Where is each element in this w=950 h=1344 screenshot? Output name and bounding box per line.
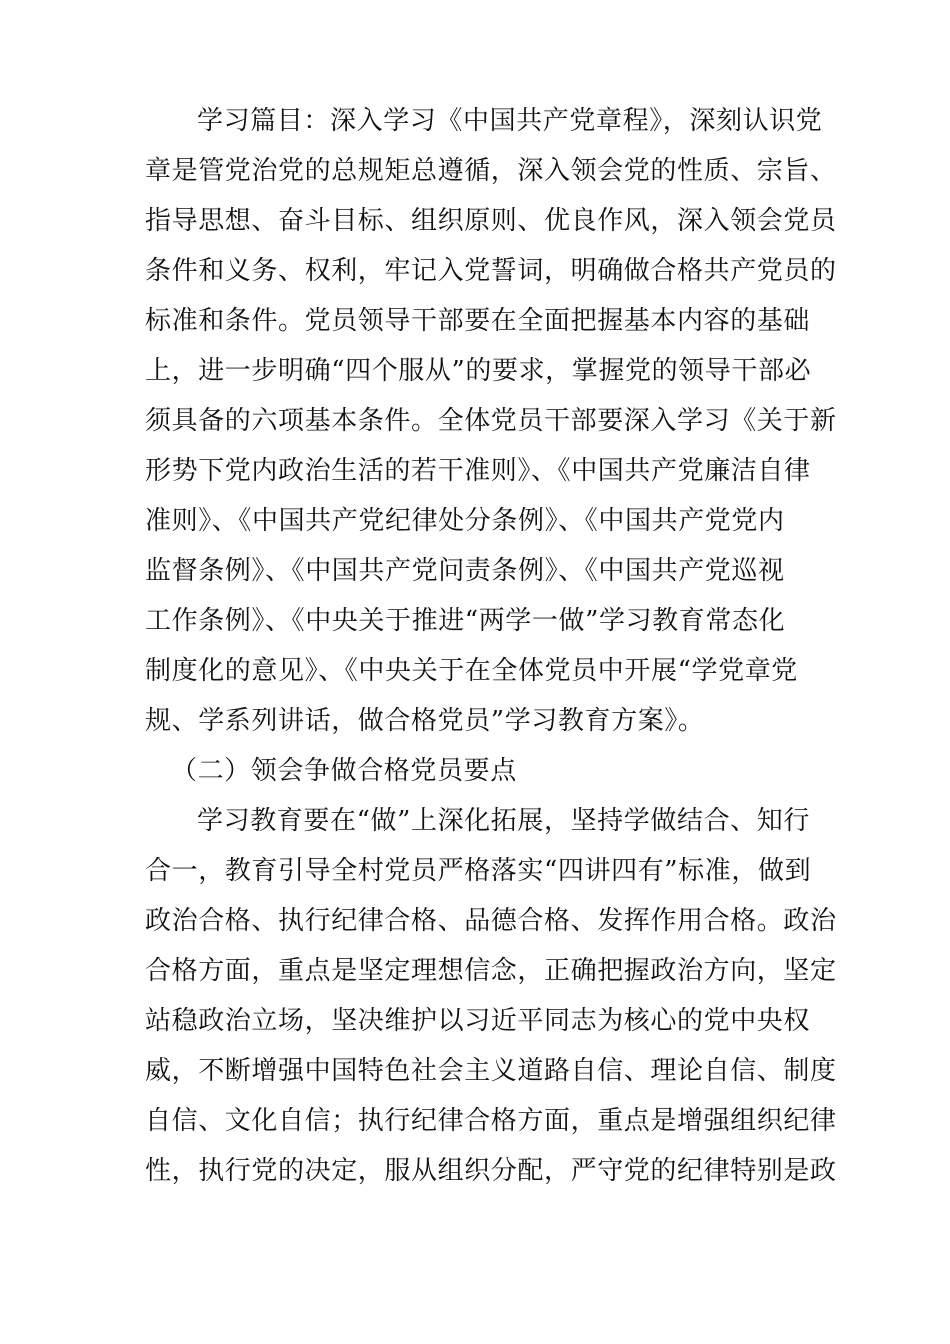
paragraph-1-line-7: 须具备的六项基本条件。全体党员干部要深入学习《关于新	[145, 406, 837, 436]
paragraph-1-line-10: 监督条例》、《中国共产党问责条例》、《中国共产党巡视	[145, 556, 785, 586]
paragraph-2-line-8: 性，执行党的决定，服从组织分配，严守党的纪律特别是政	[145, 1156, 837, 1186]
paragraph-1-line-6: 上，进一步明确“四个服从”的要求，掌握党的领导干部必	[145, 356, 812, 386]
paragraph-2-line-2: 合一，教育引导全村党员严格落实“四讲四有”标准，做到	[145, 856, 812, 886]
paragraph-1-line-4: 条件和义务、权利，牢记入党誓词，明确做合格共产党员的	[145, 256, 837, 286]
paragraph-2-line-7: 自信、文化自信；执行纪律合格方面，重点是增强组织纪律	[145, 1106, 837, 1136]
document-body	[145, 96, 837, 1196]
paragraph-1-line-5: 标准和条件。党员领导干部要在全面把握基本内容的基础	[145, 306, 811, 336]
paragraph-1-line-11: 工作条例》、《中央关于推进“两学一做”学习教育常态化	[145, 606, 786, 636]
paragraph-1-line-9: 准则》、《中国共产党纪律处分条例》、《中国共产党党内	[145, 506, 785, 536]
paragraph-1-line-3: 指导思想、奋斗目标、组织原则、优良作风，深入领会党员	[145, 206, 837, 236]
paragraph-2-line-6: 威，不断增强中国特色社会主义道路自信、理论自信、制度	[145, 1056, 837, 1086]
paragraph-1-line-2: 章是管党治党的总规矩总遵循，深入领会党的性质、宗旨、	[145, 156, 837, 186]
section-heading: （二）领会争做合格党员要点	[171, 756, 517, 786]
paragraph-1-line-1: 学习篇目：深入学习《中国共产党章程》，深刻认识党	[197, 106, 823, 136]
paragraph-2-line-3: 政治合格、执行纪律合格、品德合格、发挥作用合格。政治	[145, 906, 837, 936]
paragraph-1-line-12: 制度化的意见》、《中央关于在全体党员中开展“学党章党	[145, 656, 798, 686]
paragraph-1-line-13: 规、学系列讲话，做合格党员”学习教育方案》。	[145, 706, 705, 736]
paragraph-1-line-8: 形势下党内政治生活的若干准则》、《中国共产党廉洁自律	[145, 456, 811, 486]
paragraph-2-line-1: 学习教育要在“做”上深化拓展，坚持学做结合、知行	[197, 806, 810, 836]
paragraph-2-line-4: 合格方面，重点是坚定理想信念，正确把握政治方向，坚定	[145, 956, 837, 986]
paragraph-2-line-5: 站稳政治立场，坚决维护以习近平同志为核心的党中央权	[145, 1006, 811, 1036]
